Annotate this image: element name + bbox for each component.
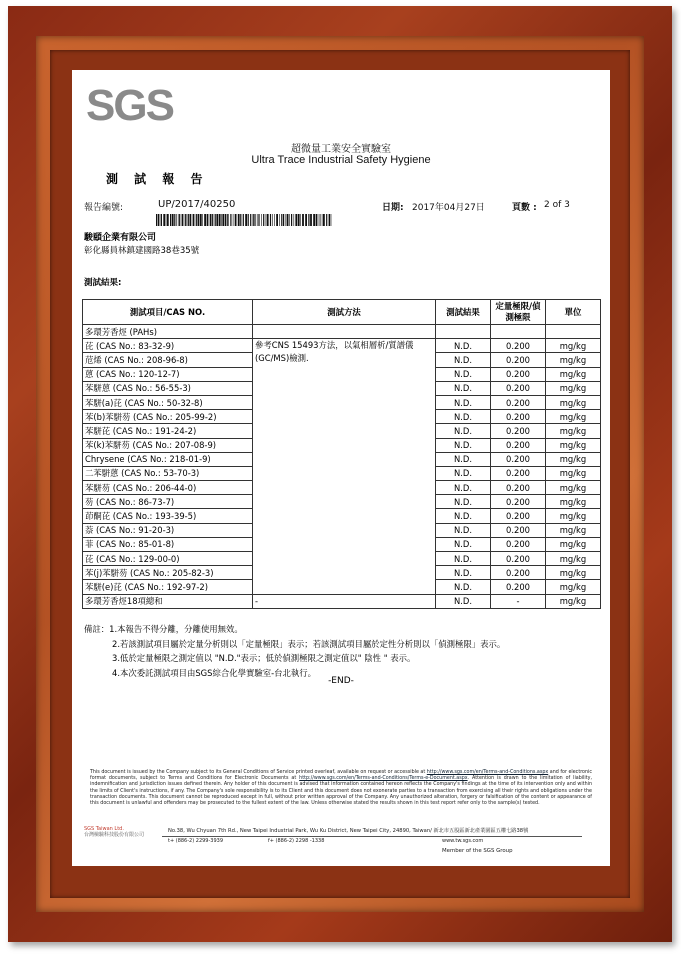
test-result: N.D. xyxy=(436,410,491,424)
test-item: 苯(b)苯駢芴 (CAS No.: 205-99-2) xyxy=(83,410,253,424)
footer-address: No.38, Wu Chyuan 7th Rd., New Taipei Industrial Park, Wu Ku District, New Taipei City, 24890, Taiwan/ 新北市五股區新北產業園區五權七路38號 xyxy=(168,828,529,834)
test-result: N.D. xyxy=(436,353,491,367)
end-mark: -END- xyxy=(328,676,354,686)
test-limit: 0.200 xyxy=(491,452,546,466)
total-result: N.D. xyxy=(436,594,491,608)
report-number-label: 報告編號: xyxy=(84,203,124,213)
test-item: 苯駢芘 (CAS No.: 191-24-2) xyxy=(83,424,253,438)
test-result: N.D. xyxy=(436,523,491,537)
total-item: 多環芳香烴18項總和 xyxy=(83,594,253,608)
test-limit: 0.200 xyxy=(491,395,546,409)
test-unit: mg/kg xyxy=(546,381,601,395)
test-item: 芘 (CAS No.: 83-32-9) xyxy=(83,339,253,353)
test-item: 菲 (CAS No.: 85-01-8) xyxy=(83,537,253,551)
header-test-item: 測試項目/CAS NO. xyxy=(83,300,253,325)
page-label: 頁數 : xyxy=(512,203,537,213)
test-unit: mg/kg xyxy=(546,424,601,438)
results-table xyxy=(82,299,601,609)
test-limit: 0.200 xyxy=(491,353,546,367)
test-item: 茚酮芘 (CAS No.: 193-39-5) xyxy=(83,509,253,523)
test-item: 苯(k)苯駢芴 (CAS No.: 207-08-9) xyxy=(83,438,253,452)
test-result: N.D. xyxy=(436,424,491,438)
note-1: 備註：1.本報告不得分離，分離使用無效。 xyxy=(84,624,243,634)
test-result: N.D. xyxy=(436,509,491,523)
member-of-sgs-group: Member of the SGS Group xyxy=(442,848,513,854)
test-limit: 0.200 xyxy=(491,339,546,353)
test-limit: 0.200 xyxy=(491,466,546,480)
barcode xyxy=(156,214,332,226)
test-result: N.D. xyxy=(436,481,491,495)
test-unit: mg/kg xyxy=(546,452,601,466)
test-item: 二苯駢蒽 (CAS No.: 53-70-3) xyxy=(83,466,253,480)
test-unit: mg/kg xyxy=(546,580,601,594)
sgs-logo-text: SGS xyxy=(86,81,173,126)
test-unit: mg/kg xyxy=(546,495,601,509)
total-limit: - xyxy=(491,594,546,608)
test-result: N.D. xyxy=(436,495,491,509)
date-label: 日期: xyxy=(382,203,404,213)
test-unit: mg/kg xyxy=(546,395,601,409)
total-row xyxy=(83,594,601,608)
test-item: 苯駢(a)芘 (CAS No.: 50-32-8) xyxy=(83,395,253,409)
test-limit: 0.200 xyxy=(491,523,546,537)
footer-fax: f+ (886-2) 2298 -1338 xyxy=(268,838,325,844)
test-result: N.D. xyxy=(436,367,491,381)
note-2: 2.若該測試項目屬於定量分析則以「定量極限」表示；若該測試項目屬於定性分析則以「偵測極限」表示。 xyxy=(112,638,506,649)
test-item: 苯駢蒽 (CAS No.: 56-55-3) xyxy=(83,381,253,395)
test-result: N.D. xyxy=(436,438,491,452)
test-item: 芴 (CAS No.: 86-73-7) xyxy=(83,495,253,509)
test-unit: mg/kg xyxy=(546,509,601,523)
test-result: N.D. xyxy=(436,566,491,580)
test-unit: mg/kg xyxy=(546,367,601,381)
test-item: 苯駢(e)芘 (CAS No.: 192-97-2) xyxy=(83,580,253,594)
test-unit: mg/kg xyxy=(546,481,601,495)
test-result: N.D. xyxy=(436,537,491,551)
test-item: 萘 (CAS No.: 91-20-3) xyxy=(83,523,253,537)
footer-divider xyxy=(162,836,582,837)
lab-name-chinese: 超微量工業安全實驗室 xyxy=(291,144,391,155)
test-result: N.D. xyxy=(436,580,491,594)
report-title: 測 試 報 告 xyxy=(106,172,209,186)
table-header-row xyxy=(83,300,601,325)
footer-company-logo xyxy=(84,826,144,838)
report-number: UP/2017/40250 xyxy=(158,199,236,210)
test-limit: 0.200 xyxy=(491,566,546,580)
footer-logo-cn: 台灣檢驗科技股份有限公司 xyxy=(84,832,145,838)
e-document-terms-link[interactable]: http://www.sgs.com/en/Terms-and-Conditions/Terms-e-Document.aspx xyxy=(299,776,468,782)
test-item: 蒽 (CAS No.: 120-12-7) xyxy=(83,367,253,381)
test-unit: mg/kg xyxy=(546,438,601,452)
test-result: N.D. xyxy=(436,452,491,466)
terms-link[interactable]: http://www.sgs.com/en/Terms-and-Conditions.aspx xyxy=(426,770,549,775)
report-date: 2017年04月27日 xyxy=(412,203,485,213)
fine-print-c: . Attention is drawn to the limitation of liability, indemnification and jurisdiction issues defined therein. Any holder of this document is advised that information contained hereon reflects the Company's findings at the time of its intervention only and within the limits of Client's instructions, if any. The Company's sole responsibility is to its Client and this document does not exonerate parties to a transaction from exercising all their rights and obligations under the transaction documents. This document cannot be reproduced except in full, without prior written approval of the Company. Any unauthorized alteration, forgery or falsification of the content or appearance of this document is unlawful and offenders may be prosecuted to the fullest extent of the law. Unless otherwise stated the results shown in this test report refer only to the sample(s) tested. xyxy=(90,776,593,807)
footer-telephone: t+ (886-2) 2299-3939 xyxy=(168,838,224,844)
test-limit: 0.200 xyxy=(491,580,546,594)
client-company: 駿頤企業有限公司 xyxy=(84,233,157,243)
test-result: N.D. xyxy=(436,381,491,395)
test-unit: mg/kg xyxy=(546,410,601,424)
test-limit: 0.200 xyxy=(491,410,546,424)
header-result: 測試結果 xyxy=(436,300,491,325)
total-unit: mg/kg xyxy=(546,594,601,608)
group-row xyxy=(83,325,601,339)
test-result: N.D. xyxy=(436,466,491,480)
test-limit: 0.200 xyxy=(491,367,546,381)
test-result: N.D. xyxy=(436,339,491,353)
test-item: 苯駢芴 (CAS No.: 206-44-0) xyxy=(83,481,253,495)
test-unit: mg/kg xyxy=(546,339,601,353)
footer-logo-en: SGS Taiwan Ltd. xyxy=(84,826,124,832)
test-result: N.D. xyxy=(436,395,491,409)
test-result: N.D. xyxy=(436,552,491,566)
test-item: Chrysene (CAS No.: 218-01-9) xyxy=(83,452,253,466)
test-unit: mg/kg xyxy=(546,466,601,480)
test-unit: mg/kg xyxy=(546,552,601,566)
note-4: 4.本次委託測試項目由SGS綜合化學實驗室-台北執行。 xyxy=(112,667,317,678)
fine-print-b: and for electronic format documents, subject to Terms and Conditions for Electronic Documents at xyxy=(90,770,593,782)
test-unit: mg/kg xyxy=(546,537,601,551)
header-method: 測試方法 xyxy=(253,300,436,325)
test-limit: 0.200 xyxy=(491,509,546,523)
total-method: - xyxy=(253,594,436,608)
header-unit: 單位 xyxy=(546,300,601,325)
report-page xyxy=(72,70,610,866)
test-limit: 0.200 xyxy=(491,537,546,551)
group-name: 多環芳香烴 (PAHs) xyxy=(83,325,253,339)
fine-print-a: This document is issued by the Company subject to its General Conditions of Service printed overleaf, available on request or accessible at xyxy=(90,770,427,775)
test-limit: 0.200 xyxy=(491,495,546,509)
test-item: 苯(j)苯駢芴 (CAS No.: 205-82-3) xyxy=(83,566,253,580)
test-limit: 0.200 xyxy=(491,481,546,495)
test-limit: 0.200 xyxy=(491,438,546,452)
test-limit: 0.200 xyxy=(491,552,546,566)
note-3: 3.低於定量極限之測定值以 "N.D."表示；低於偵測極限之測定值以" 陰性 " 表示。 xyxy=(112,653,416,663)
test-unit: mg/kg xyxy=(546,566,601,580)
test-item: 芘 (CAS No.: 129-00-0) xyxy=(83,552,253,566)
test-method: 參考CNS 15493方法，以氣相層析/質譜儀(GC/MS)檢測. xyxy=(253,339,436,594)
client-address: 彰化縣員林鎮建國路38巷35號 xyxy=(84,246,200,256)
header-limit: 定量極限/偵測極限 xyxy=(491,300,546,325)
test-limit: 0.200 xyxy=(491,381,546,395)
footer-website[interactable]: www.tw.sgs.com xyxy=(442,838,484,844)
test-item: 苊烯 (CAS No.: 208-96-8) xyxy=(83,353,253,367)
results-label: 測試結果: xyxy=(84,278,122,288)
test-unit: mg/kg xyxy=(546,523,601,537)
lab-name-english: Ultra Trace Industrial Safety Hygiene xyxy=(251,154,431,166)
fine-print xyxy=(90,770,592,807)
test-unit: mg/kg xyxy=(546,353,601,367)
test-limit: 0.200 xyxy=(491,424,546,438)
table-row xyxy=(83,339,601,353)
notes xyxy=(84,622,505,680)
sgs-logo xyxy=(84,80,180,126)
page-number: 2 of 3 xyxy=(544,200,570,210)
